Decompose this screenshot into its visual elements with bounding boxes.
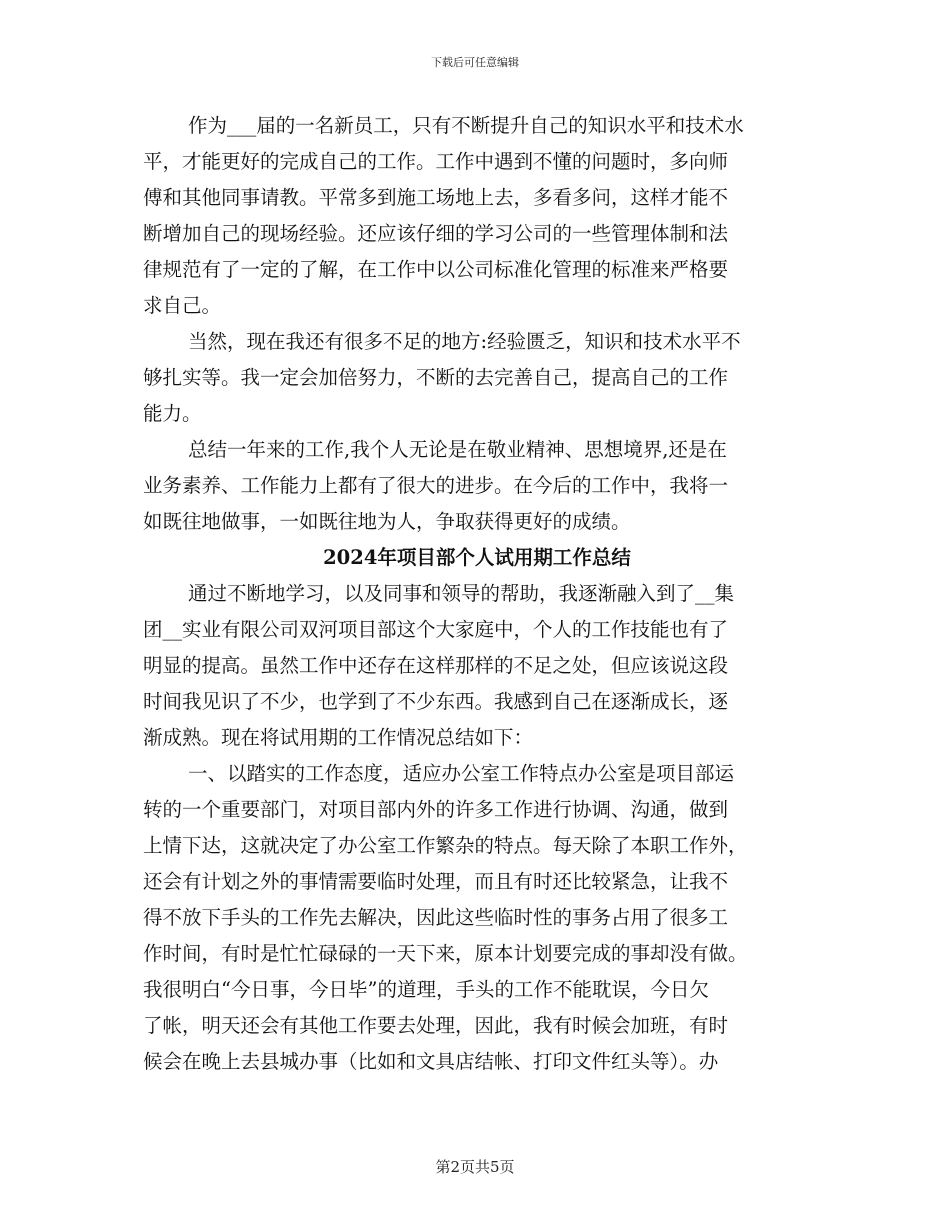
text-line: 求自己。 [143, 294, 222, 317]
text-line: 业务素养、工作能力上都有了很大的进步。在今后的工作中，我将一 [143, 474, 729, 497]
text-line: 了帐，明天还会有其他工作要去处理，因此，我有时候会加班，有时 [143, 1014, 729, 1037]
text-line: 能力。 [143, 402, 202, 425]
text-line: 如既往地做事，一如既往地为人，争取获得更好的成绩。 [143, 510, 631, 533]
text-line: 断增加自己的现场经验。还应该仔细的学习公司的一些管理体制和法 [143, 222, 729, 245]
text-line: 傅和其他同事请教。平常多到施工场地上去，多看多问，这样才能不 [143, 186, 729, 209]
text-line: 通过不断地学习，以及同事和领导的帮助，我逐渐融入到了__集 [188, 582, 735, 605]
text-line: 上情下达，这就决定了办公室工作繁杂的特点。每天除了本职工作外， [143, 834, 748, 857]
section-title: 2024年项目部个人试用期工作总结 [323, 546, 631, 569]
document-body [143, 108, 811, 1080]
text-line: 我很明白“今日事，今日毕”的道理，手头的工作不能耽误，今日欠 [143, 978, 709, 1001]
text-line: 一、以踏实的工作态度，适应办公室工作特点办公室是项目部运 [188, 762, 735, 785]
text-line: 够扎实等。我一定会加倍努力，不断的去完善自己，提高自己的工作 [143, 366, 729, 389]
text-line: 作为___届的一名新员工，只有不断提升自己的知识水平和技术水 [188, 114, 744, 137]
page-footer: 第2页共5页 [435, 1158, 515, 1176]
page-header: 下载后可任意编辑 [431, 56, 519, 69]
text-line: 渐成熟。现在将试用期的工作情况总结如下： [143, 726, 534, 749]
text-line: 平，才能更好的完成自己的工作。工作中遇到不懂的问题时，多向师 [143, 150, 729, 173]
text-line: 律规范有了一定的了解，在工作中以公司标准化管理的标准来严格要 [143, 258, 729, 281]
text-line: 得不放下手头的工作先去解决，因此这些临时性的事务占用了很多工 [143, 906, 729, 929]
text-line: 作时间，有时是忙忙碌碌的一天下来，原本计划要完成的事却没有做。 [143, 942, 748, 965]
text-line: 转的一个重要部门，对项目部内外的许多工作进行协调、沟通，做到 [143, 798, 729, 821]
text-line: 候会在晚上去县城办事（比如和文具店结帐、打印文件红头等）。办 [143, 1050, 719, 1073]
text-line: 总结一年来的工作,我个人无论是在敬业精神、思想境界,还是在 [188, 438, 727, 461]
text-line: 当然，现在我还有很多不足的地方:经验匮乏，知识和技术水平不 [188, 330, 741, 353]
text-line: 时间我见识了不少，也学到了不少东西。我感到自己在逐渐成长，逐 [143, 690, 729, 713]
text-line: 还会有计划之外的事情需要临时处理，而且有时还比较紧急，让我不 [143, 870, 729, 893]
text-line: 明显的提高。虽然工作中还存在这样那样的不足之处，但应该说这段 [143, 654, 729, 677]
text-line: 团__实业有限公司双河项目部这个大家庭中，个人的工作技能也有了 [143, 618, 729, 641]
